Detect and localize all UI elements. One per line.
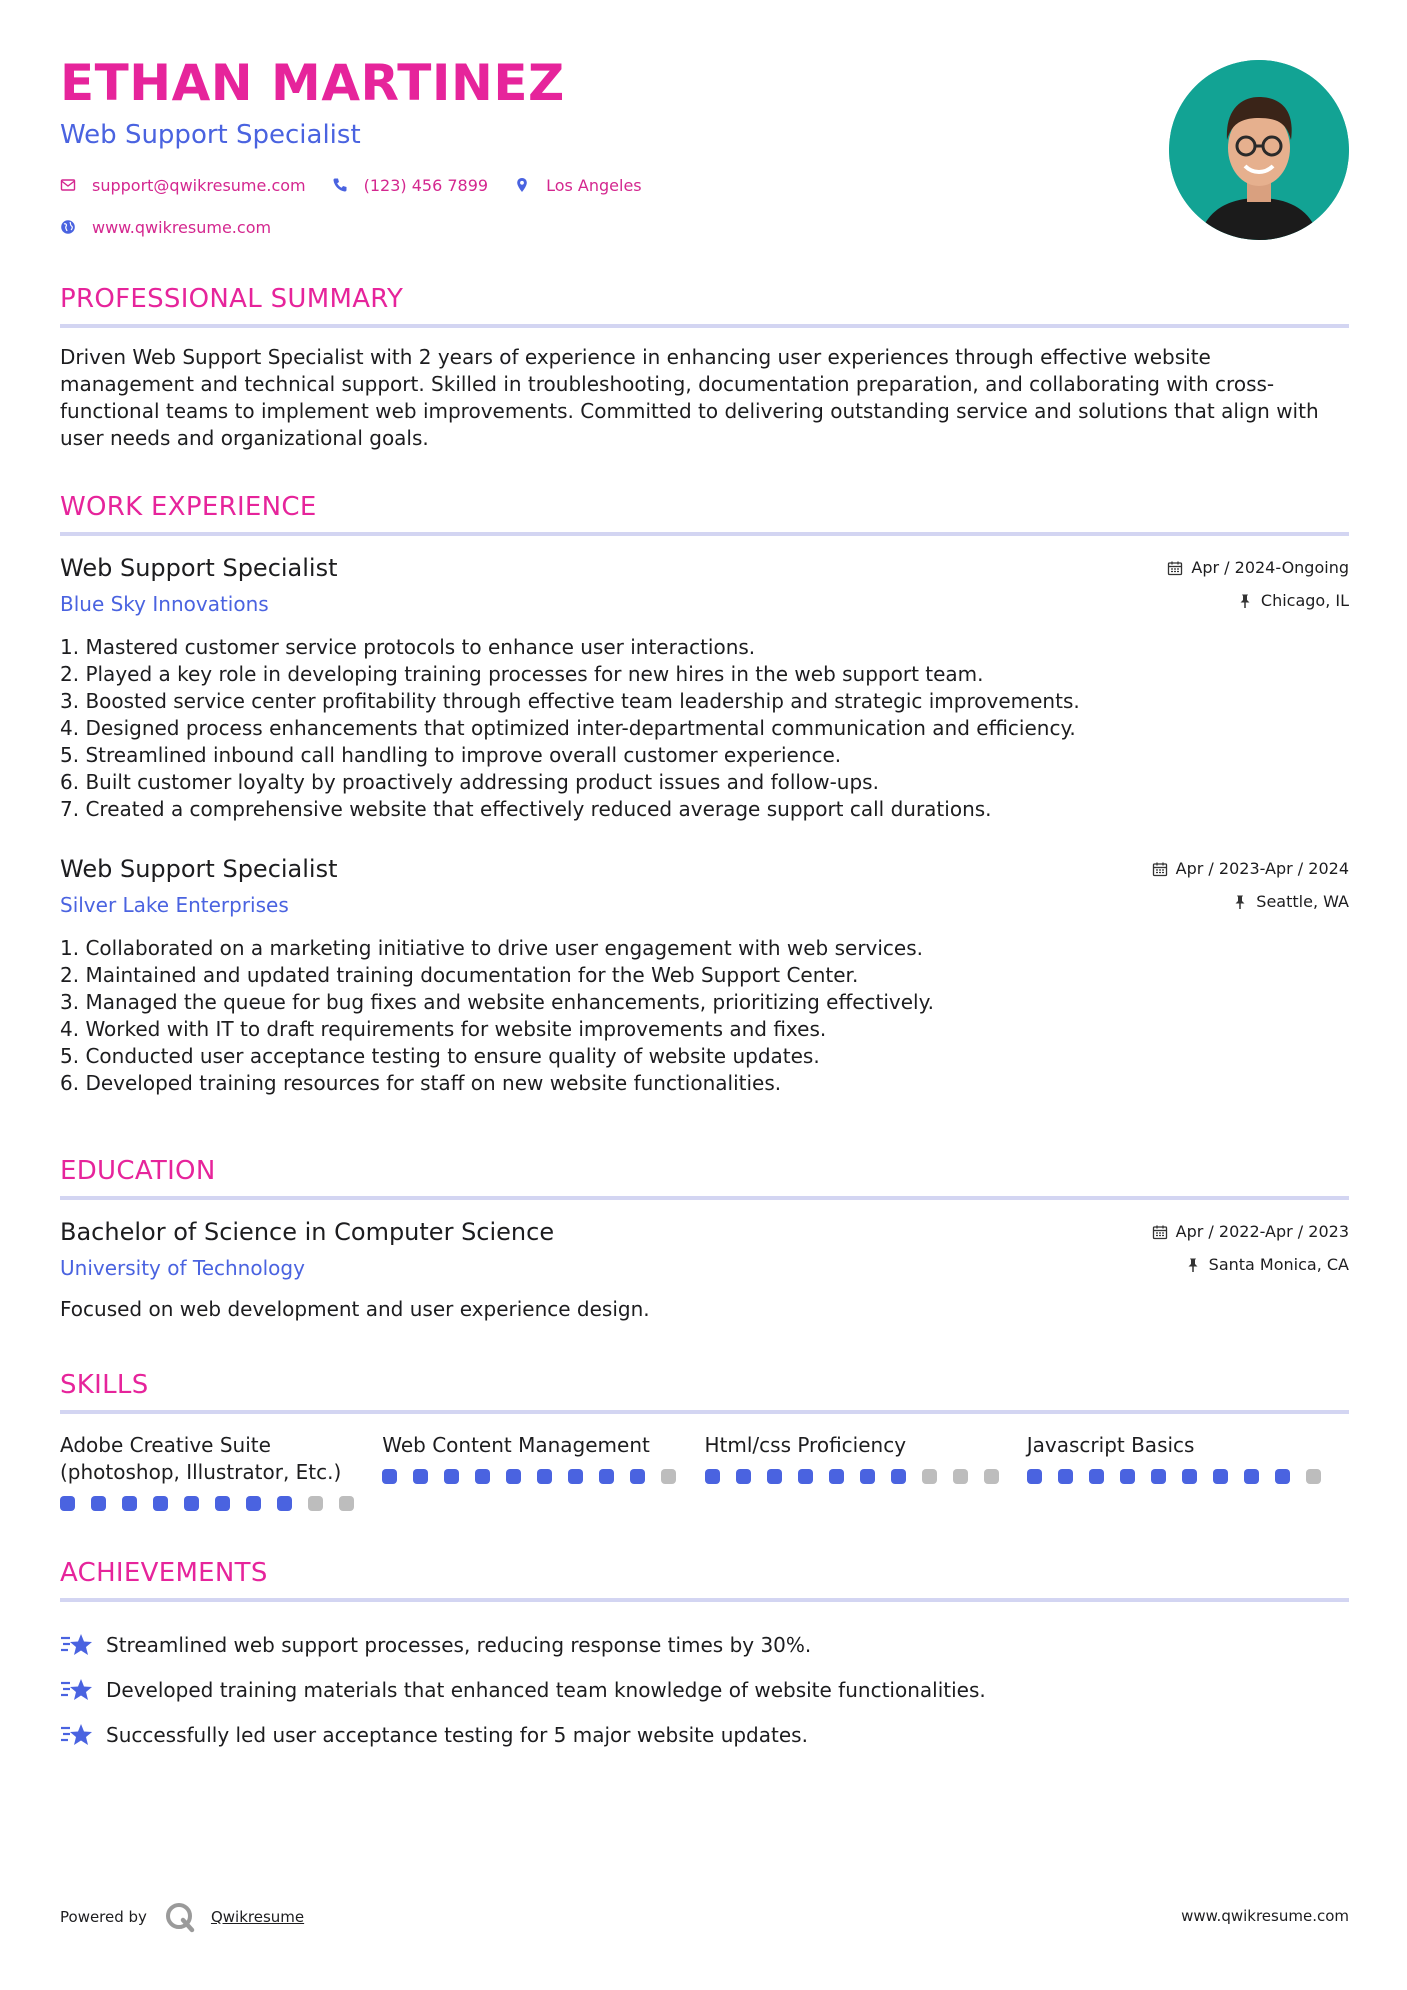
- rating-dot-filled: [599, 1469, 614, 1484]
- phone-text: (123) 456 7899: [363, 175, 489, 195]
- star-icon: [60, 1631, 94, 1659]
- job-entry: [60, 855, 1349, 1097]
- skill-name: Adobe Creative Suite (photoshop, Illustrator, Etc.): [60, 1433, 342, 1484]
- school-name: University of Technology: [60, 1256, 305, 1280]
- contact-email[interactable]: [60, 176, 306, 195]
- skill-rating: [705, 1469, 1027, 1484]
- rating-dot-filled: [568, 1469, 583, 1484]
- skill-item: [705, 1432, 1027, 1511]
- rating-dot-filled: [153, 1496, 168, 1511]
- contact-location: [514, 176, 642, 195]
- education-heading: EDUCATION: [60, 1156, 1349, 1200]
- rating-dot-empty: [1306, 1469, 1321, 1484]
- calendar-icon: [1167, 560, 1183, 576]
- rating-dot-filled: [1275, 1469, 1290, 1484]
- footer-powered-by: [60, 1900, 304, 1934]
- job-bullets: [60, 634, 1349, 823]
- rating-dot-filled: [1058, 1469, 1073, 1484]
- list-item: Streamlined web support processes, reducing response times by 30%.: [60, 1622, 1349, 1667]
- skill-rating: [382, 1469, 704, 1484]
- summary-section: [60, 284, 1349, 452]
- email-text: support@qwikresume.com: [92, 175, 306, 195]
- calendar-icon: [1152, 861, 1168, 877]
- star-icon: [60, 1721, 94, 1749]
- summary-text: Driven Web Support Specialist with 2 years of experience in enhancing user experiences through effective website management and technical support. Skilled in troubleshooting, documentation preparation, and collaborating with cross-functional teams to implement web improvements. Committed to delivering outstanding service and solutions that align with user needs and organizational goals.: [60, 345, 1319, 450]
- candidate-name: ETHAN MARTINEZ: [60, 54, 565, 112]
- pushpin-icon: [1237, 593, 1253, 609]
- rating-dot-filled: [1151, 1469, 1166, 1484]
- rating-dot-filled: [444, 1469, 459, 1484]
- job-date: Apr / 2023-Apr / 2024: [1152, 859, 1349, 878]
- list-item: 5. Conducted user acceptance testing to ensure quality of website updates.: [60, 1044, 820, 1068]
- rating-dot-filled: [798, 1469, 813, 1484]
- skills-heading: SKILLS: [60, 1370, 1349, 1414]
- list-item: 6. Built customer loyalty by proactively addressing product issues and follow-ups.: [60, 770, 879, 794]
- list-item: 6. Developed training resources for staff on new website functionalities.: [60, 1071, 782, 1095]
- rating-dot-filled: [630, 1469, 645, 1484]
- rating-dot-filled: [767, 1469, 782, 1484]
- list-item: 5. Streamlined inbound call handling to improve overall customer experience.: [60, 743, 842, 767]
- map-pin-icon: [514, 177, 530, 193]
- rating-dot-filled: [91, 1496, 106, 1511]
- degree-title: Bachelor of Science in Computer Science: [60, 1218, 555, 1246]
- rating-dot-filled: [122, 1496, 137, 1511]
- list-item: Developed training materials that enhanced team knowledge of website functionalities.: [60, 1667, 1349, 1712]
- job-title: Web Support Specialist: [60, 855, 338, 883]
- rating-dot-filled: [413, 1469, 428, 1484]
- phone-icon: [332, 177, 348, 193]
- calendar-icon: [1152, 1224, 1168, 1240]
- job-title: Web Support Specialist: [60, 554, 338, 582]
- rating-dot-empty: [953, 1469, 968, 1484]
- rating-dot-filled: [891, 1469, 906, 1484]
- location-text: Los Angeles: [546, 175, 642, 195]
- list-item: 2. Maintained and updated training documentation for the Web Support Center.: [60, 963, 859, 987]
- rating-dot-filled: [215, 1496, 230, 1511]
- rating-dot-filled: [829, 1469, 844, 1484]
- rating-dot-empty: [308, 1496, 323, 1511]
- rating-dot-filled: [705, 1469, 720, 1484]
- rating-dot-filled: [1089, 1469, 1104, 1484]
- skill-name: Javascript Basics: [1026, 1433, 1195, 1457]
- education-section: [60, 1156, 1349, 1323]
- brand-link[interactable]: Qwikresume: [210, 1908, 305, 1926]
- education-entry: [60, 1218, 1349, 1323]
- contact-info: [60, 172, 668, 240]
- website-text: www.qwikresume.com: [92, 217, 272, 237]
- list-item: 4. Worked with IT to draft requirements for website improvements and fixes.: [60, 1017, 827, 1041]
- experience-section: [60, 492, 1349, 1097]
- rating-dot-empty: [984, 1469, 999, 1484]
- list-item: 3. Boosted service center profitability through effective team leadership and strategic improvements.: [60, 689, 1080, 713]
- skill-item: [382, 1432, 704, 1511]
- job-bullets: [60, 935, 1349, 1097]
- education-location: Santa Monica, CA: [1185, 1255, 1349, 1274]
- list-item: Successfully led user acceptance testing for 5 major website updates.: [60, 1712, 1349, 1757]
- powered-by-label: Powered by: [60, 1908, 147, 1926]
- avatar-illustration: [1169, 60, 1349, 240]
- profile-photo: [1169, 60, 1349, 240]
- rating-dot-filled: [1213, 1469, 1228, 1484]
- qwikresume-logo-icon: [163, 1900, 197, 1934]
- achievements-list: [60, 1622, 1349, 1757]
- rating-dot-filled: [382, 1469, 397, 1484]
- experience-heading: WORK EXPERIENCE: [60, 492, 1349, 536]
- skills-section: [60, 1370, 1349, 1511]
- job-location: Seattle, WA: [1232, 892, 1349, 911]
- job-date: Apr / 2024-Ongoing: [1167, 558, 1349, 577]
- contact-phone[interactable]: [332, 176, 488, 195]
- rating-dot-filled: [246, 1496, 261, 1511]
- globe-icon: [60, 219, 76, 235]
- rating-dot-filled: [860, 1469, 875, 1484]
- rating-dot-filled: [60, 1496, 75, 1511]
- achievements-section: [60, 1558, 1349, 1757]
- rating-dot-filled: [277, 1496, 292, 1511]
- skill-rating: [1027, 1469, 1349, 1484]
- rating-dot-filled: [506, 1469, 521, 1484]
- rating-dot-filled: [475, 1469, 490, 1484]
- education-date: Apr / 2022-Apr / 2023: [1152, 1222, 1349, 1241]
- rating-dot-empty: [661, 1469, 676, 1484]
- rating-dot-filled: [736, 1469, 751, 1484]
- achievements-heading: ACHIEVEMENTS: [60, 1558, 1349, 1602]
- education-description: Focused on web development and user experience design.: [60, 1297, 650, 1321]
- list-item: 1. Mastered customer service protocols to enhance user interactions.: [60, 635, 756, 659]
- candidate-role: Web Support Specialist: [60, 120, 361, 150]
- job-entry: [60, 554, 1349, 823]
- job-company: Silver Lake Enterprises: [60, 893, 289, 917]
- pushpin-icon: [1232, 894, 1248, 910]
- rating-dot-empty: [339, 1496, 354, 1511]
- skills-grid: [60, 1432, 1349, 1511]
- skill-item: [60, 1432, 382, 1511]
- rating-dot-filled: [1244, 1469, 1259, 1484]
- rating-dot-filled: [184, 1496, 199, 1511]
- job-location: Chicago, IL: [1237, 591, 1349, 610]
- rating-dot-filled: [1182, 1469, 1197, 1484]
- list-item: 4. Designed process enhancements that optimized inter-departmental communication and efficiency.: [60, 716, 1076, 740]
- list-item: 1. Collaborated on a marketing initiative to drive user engagement with web services.: [60, 936, 924, 960]
- rating-dot-filled: [1027, 1469, 1042, 1484]
- list-item: 7. Created a comprehensive website that effectively reduced average support call durations.: [60, 797, 992, 821]
- job-company: Blue Sky Innovations: [60, 592, 269, 616]
- contact-website[interactable]: [60, 218, 271, 237]
- pushpin-icon: [1185, 1257, 1201, 1273]
- skill-item: [1027, 1432, 1349, 1511]
- summary-heading: PROFESSIONAL SUMMARY: [60, 284, 1349, 328]
- rating-dot-filled: [537, 1469, 552, 1484]
- footer-url[interactable]: www.qwikresume.com: [1181, 1907, 1349, 1925]
- star-icon: [60, 1676, 94, 1704]
- list-item: 2. Played a key role in developing training processes for new hires in the web support team.: [60, 662, 984, 686]
- list-item: 3. Managed the queue for bug fixes and website enhancements, prioritizing effectively.: [60, 990, 934, 1014]
- rating-dot-filled: [1120, 1469, 1135, 1484]
- skill-rating: [60, 1496, 382, 1511]
- envelope-icon: [60, 177, 76, 193]
- skill-name: Html/css Proficiency: [704, 1433, 907, 1457]
- skill-name: Web Content Management: [382, 1433, 650, 1457]
- rating-dot-empty: [922, 1469, 937, 1484]
